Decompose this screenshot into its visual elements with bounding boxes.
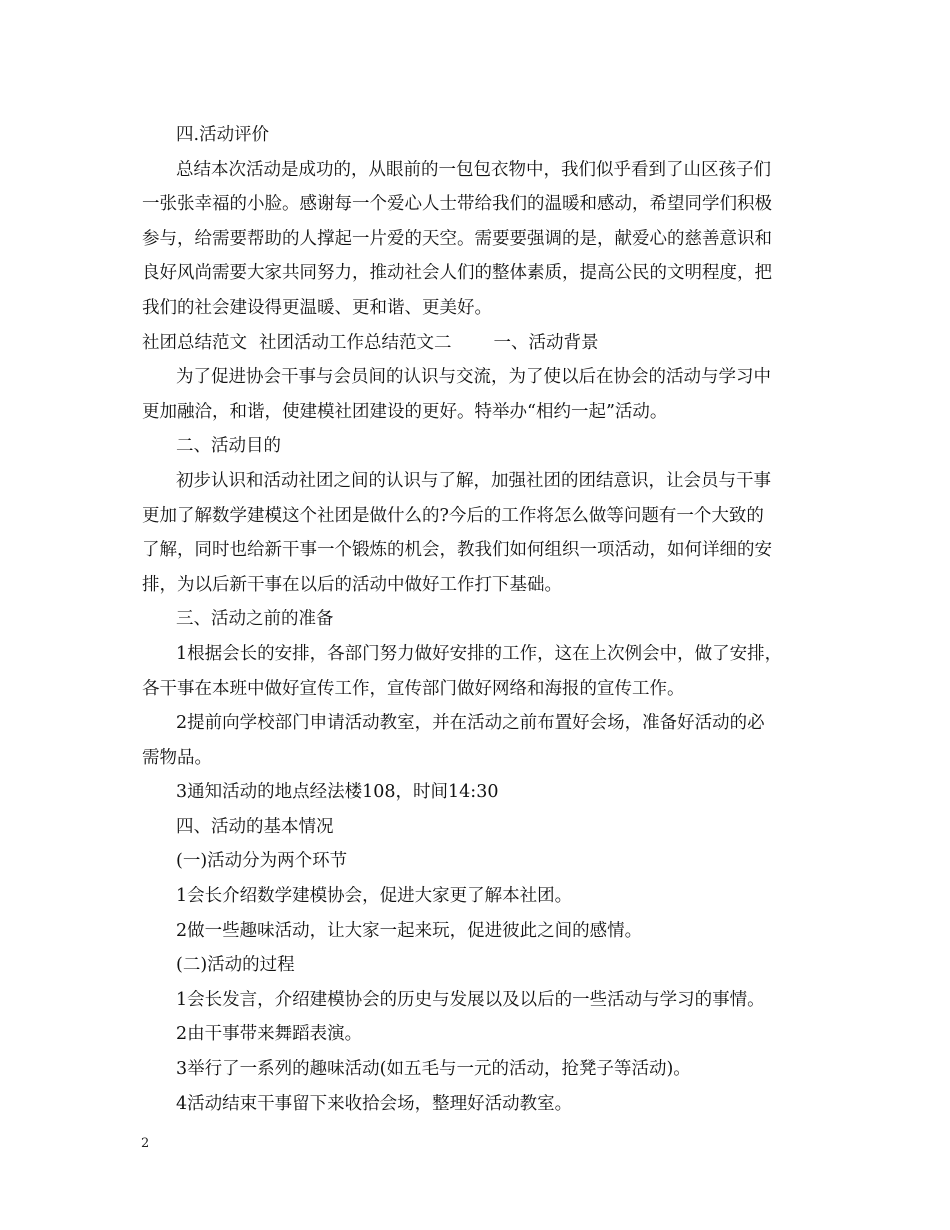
text-line: 总结本次活动是成功的，从眼前的一包包衣物中，我们似乎看到了山区孩子们	[176, 159, 771, 180]
heading-part-1: 社团总结范文	[142, 332, 247, 353]
text-line: 2做一些趣味活动，让大家一起来玩，促进彼此之间的感情。	[176, 920, 643, 941]
text-line: 四.活动评价	[176, 125, 270, 145]
text-line: 排，为以后新干事在以后的活动中做好工作打下基础。	[142, 574, 562, 595]
text-line: 更加了解数学建模这个社团是做什么的?今后的工作将怎么做等问题有一个大致的	[142, 505, 764, 526]
text-line: 二、活动目的	[176, 436, 281, 457]
text-line: 1根据会长的安排，各部门努力做好安排的工作，这在上次例会中，做了安排，	[176, 643, 783, 664]
text-line: 我们的社会建设得更温暖、更和谐、更美好。	[142, 297, 492, 318]
text-line: 三、活动之前的准备	[176, 609, 334, 630]
text-line: 2提前向学校部门申请活动教室，并在活动之前布置好会场，准备好活动的必	[176, 713, 765, 734]
heading-part-2: 社团活动工作总结范文二	[259, 332, 452, 353]
text-line: (二)活动的过程	[176, 955, 295, 976]
text-line: 了解，同时也给新干事一个锻炼的机会，教我们如何组织一项活动，如何详细的安	[142, 540, 772, 561]
text-line: 初步认识和活动社团之间的认识与了解，加强社团的团结意识，让会员与干事	[176, 470, 771, 491]
text-line: 良好风尚需要大家共同努力，推动社会人们的整体素质，提高公民的文明程度，把	[142, 263, 772, 284]
section-activity-evaluation	[142, 118, 812, 326]
text-line: 需物品。	[142, 747, 212, 768]
text-line: 更加融洽，和谐，使建模社团建设的更好。特举办“相约一起”活动。	[142, 401, 668, 422]
section-heading-line	[142, 326, 812, 361]
heading-part-3: 一、活动背景	[493, 332, 599, 353]
text-line: 1会长发言，介绍建模协会的历史与发展以及以后的一些活动与学习的事情。	[176, 989, 765, 1010]
text-line: 一张张幸福的小脸。感谢每一个爱心人士带给我们的温暖和感动，希望同学们积极	[142, 194, 772, 215]
document-body	[142, 118, 812, 1121]
text-line: 2由干事带来舞蹈表演。	[176, 1024, 363, 1045]
text-line: 1会长介绍数学建模协会，促进大家更了解本社团。	[176, 886, 573, 907]
text-line: (一)活动分为两个环节	[176, 851, 348, 872]
text-line: 3举行了一系列的趣味活动(如五毛与一元的活动，抢凳子等活动)。	[176, 1059, 691, 1080]
text-line: 四、活动的基本情况	[176, 816, 334, 837]
text-line: 参与，给需要帮助的人撑起一片爱的天空。需要要强调的是，献爱心的慈善意识和	[142, 228, 772, 249]
page-number: 2	[141, 1136, 150, 1151]
text-line: 4活动结束干事留下来收拾会场，整理好活动教室。	[176, 1093, 573, 1114]
text-line: 各干事在本班中做好宣传工作，宣传部门做好网络和海报的宣传工作。	[142, 678, 685, 699]
text-line: 3通知活动的地点经法楼108，时间14:30	[176, 782, 499, 803]
section-activity-details	[142, 360, 812, 1121]
text-line: 为了促进协会干事与会员间的认识与交流，为了使以后在协会的活动与学习中	[176, 367, 771, 388]
